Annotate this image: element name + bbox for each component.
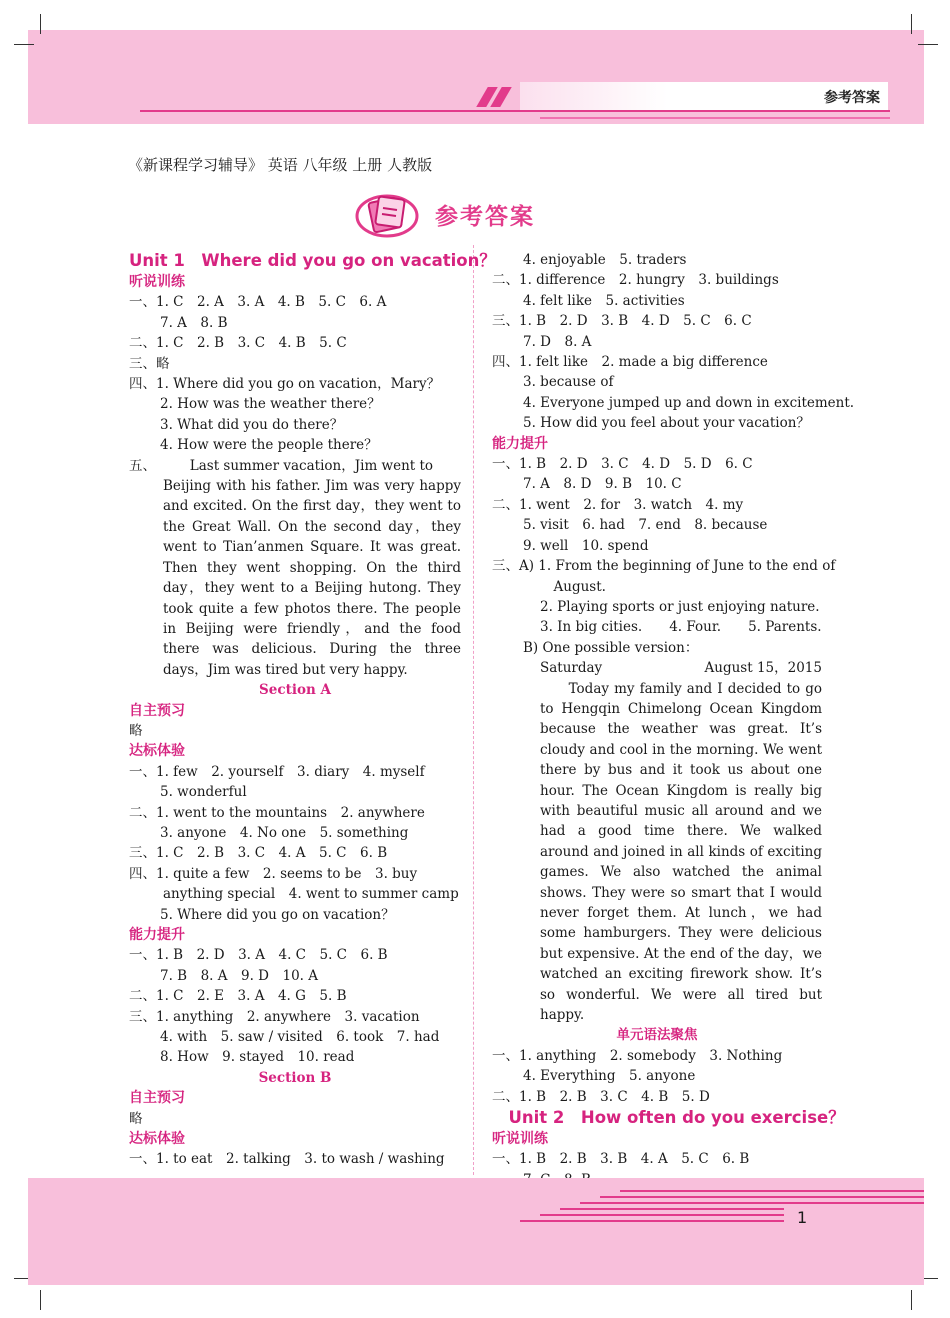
answer-line: 5. visit 6. had 7. end 8. because (523, 517, 768, 534)
answer-paragraph: Today my family and I decided to go to Hengqin Chimelong Ocean Kingdom because the weather was great. It’s cloudy and cool in the morning. We went there by bus and it took us about one hour. The Ocean Kingdom is really big with beautiful music all around and we had a good time there. We walked around and joined in all kinds of exciting games. We also watched the animal shows. They were so smart that I would never forget them. At lunch，we had some hamburgers. They were delicious but expensive. At the end of the day，we watched an exciting firework show. It’s so wonderful. We were all tired but happy. (540, 680, 822, 1024)
answer-line: 7. A 8. D 9. B 10. C (523, 476, 682, 493)
subsection-heading: Section A (259, 682, 331, 699)
section-heading: 听说训练 (129, 274, 185, 290)
footer-stripe (620, 1190, 924, 1192)
answer-line: 四、1. Where did you go on vacation，Mary？ (129, 376, 441, 393)
answer-line: 7. A 8. B (160, 314, 228, 331)
subsection-heading: Section B (258, 1069, 332, 1086)
answer-line: 四、1. felt like 2. made a big difference (492, 354, 768, 371)
book-info: 《新课程学习辅导》 英语 八年级 上册 人教版 (128, 156, 433, 174)
header-rule (140, 110, 890, 112)
crop-mark (40, 1290, 41, 1310)
answer-line: 7. D 8. A (523, 333, 592, 350)
footer-stripe (520, 1220, 784, 1222)
footer-stripe (580, 1202, 924, 1204)
answer-line: 7. B 8. A 9. D 10. A (160, 967, 319, 984)
answer-line: 三、1. C 2. B 3. C 4. A 5. C 6. B (129, 845, 388, 862)
section-heading: 达标体验 (129, 743, 185, 760)
answer-line: 二、1. went to the mountains 2. anywhere (129, 804, 425, 821)
title-block (355, 190, 555, 240)
header-label: 参考答案 (824, 90, 880, 106)
answer-line: 五、 Last summer vacation，Jim went to (129, 457, 434, 474)
answer-line: 2. How was the weather there？ (160, 396, 381, 413)
answer-line: 4. Everything 5. anyone (523, 1068, 696, 1085)
answer-line: 3. because of (523, 374, 614, 391)
section-heading: 能力提升 (129, 927, 185, 943)
answer-line: 三、1. B 2. D 3. B 4. D 5. C 6. C (492, 313, 752, 330)
answer-line: 略 (129, 722, 143, 739)
footer-band (28, 1178, 924, 1285)
page-title: 参考答案 (435, 204, 535, 230)
answer-line: 二、1. went 2. for 3. watch 4. my (492, 496, 744, 513)
column-divider (473, 245, 474, 1175)
section-heading: 自主预习 (129, 702, 185, 719)
answer-line: 4. enjoyable 5. traders (523, 252, 687, 268)
answer-line: 5. wonderful (160, 784, 247, 801)
answer-line: 3. anyone 4. No one 5. something (160, 824, 409, 841)
footer-stripe (600, 1196, 924, 1198)
answer-line: 略 (129, 1110, 143, 1127)
letter-day: Saturday (540, 660, 603, 677)
page-number: 1 (797, 1208, 808, 1227)
answer-line: 3. In big cities. 4. Four. 5. Parents. (540, 619, 822, 636)
book-icon (355, 190, 427, 240)
footer-stripe (540, 1214, 784, 1216)
crop-mark (911, 14, 912, 34)
answers-left-column (129, 250, 496, 1170)
answer-paragraph: anything special 4. went to summer camp (163, 886, 459, 903)
answer-line: 4. with 5. saw / visited 6. took 7. had (160, 1029, 440, 1046)
answer-line: 三、A) 1. From the beginning of June to the end of (492, 558, 836, 575)
answer-line: 二、1. difference 2. hungry 3. buildings (492, 272, 779, 289)
answer-line: 4. Everyone jumped up and down in excitement. (523, 394, 855, 411)
answer-line: 9. well 10. spend (523, 537, 649, 554)
answers-right-column (492, 250, 855, 1211)
crop-mark (14, 44, 34, 45)
letter-date: August 15，2015 (704, 660, 822, 677)
answer-line: 一、1. C 2. A 3. A 4. B 5. C 6. A (129, 294, 387, 311)
answer-line: 5. How did you feel about your vacation？ (523, 415, 810, 432)
answer-line: 8. How 9. stayed 10. read (160, 1049, 355, 1066)
answer-line: 四、1. quite a few 2. seems to be 3. buy (129, 865, 418, 882)
answer-line: 一、1. B 2. D 3. A 4. C 5. C 6. B (129, 947, 388, 964)
answer-line: August. (540, 578, 606, 595)
answer-line: 三、1. anything 2. anywhere 3. vacation (129, 1008, 420, 1025)
section-heading: 达标体验 (129, 1131, 185, 1148)
section-heading: 能力提升 (492, 435, 548, 452)
answer-line: 三、略 (129, 355, 170, 372)
answer-line: 二、1. B 2. B 3. C 4. B 5. D (492, 1088, 710, 1105)
crop-mark (918, 44, 938, 45)
answer-paragraph: Beijing with his father. Jim was very happy and excited. On the first day，they went to the Great Wall. On the second day，they went to Tian’anmen Square. It was great. Then they went shopping. On the third day，they went to a Beijing hutong. They took quite a few photos there. The people in Beijing were friendly，and the food there was delicious. During the three days，Jim was tired but very happy. (163, 478, 461, 678)
crop-mark (40, 14, 41, 34)
answer-line: 二、1. C 2. E 3. A 4. G 5. B (129, 988, 347, 1005)
unit-heading: Unit 1 Where did you go on vacation？ (129, 251, 496, 270)
answer-line: 一、1. few 2. yourself 3. diary 4. myself (129, 763, 425, 780)
subsection-heading: 单元语法聚焦 (616, 1027, 698, 1044)
answer-line: 5. Where did you go on vacation？ (160, 906, 395, 923)
crop-mark (911, 1290, 912, 1310)
section-heading: 自主预习 (129, 1090, 185, 1107)
answer-line: 一、1. to eat 2. talking 3. to wash / washing (129, 1151, 445, 1168)
answer-line: 4. How were the people there？ (160, 437, 378, 454)
section-heading: 听说训练 (492, 1131, 548, 1148)
answer-line: 2. Playing sports or just enjoying nature. (540, 598, 820, 615)
answer-line: 二、1. C 2. B 3. C 4. B 5. C (129, 335, 347, 352)
unit-heading: Unit 2 How often do you exercise？ (492, 1108, 845, 1128)
answer-line: 一、1. B 2. B 3. B 4. A 5. C 6. B (492, 1151, 750, 1168)
header-rule (540, 117, 890, 119)
answer-line: 3. What did you do there？ (160, 416, 344, 433)
answer-line: 一、1. anything 2. somebody 3. Nothing (492, 1047, 783, 1064)
letter-date-line (492, 658, 822, 678)
footer-stripe (560, 1208, 784, 1210)
answer-line: 一、1. B 2. D 3. C 4. D 5. D 6. C (492, 456, 753, 473)
answer-line: B) One possible version： (523, 639, 699, 656)
answer-line: 4. felt like 5. activities (523, 292, 685, 309)
